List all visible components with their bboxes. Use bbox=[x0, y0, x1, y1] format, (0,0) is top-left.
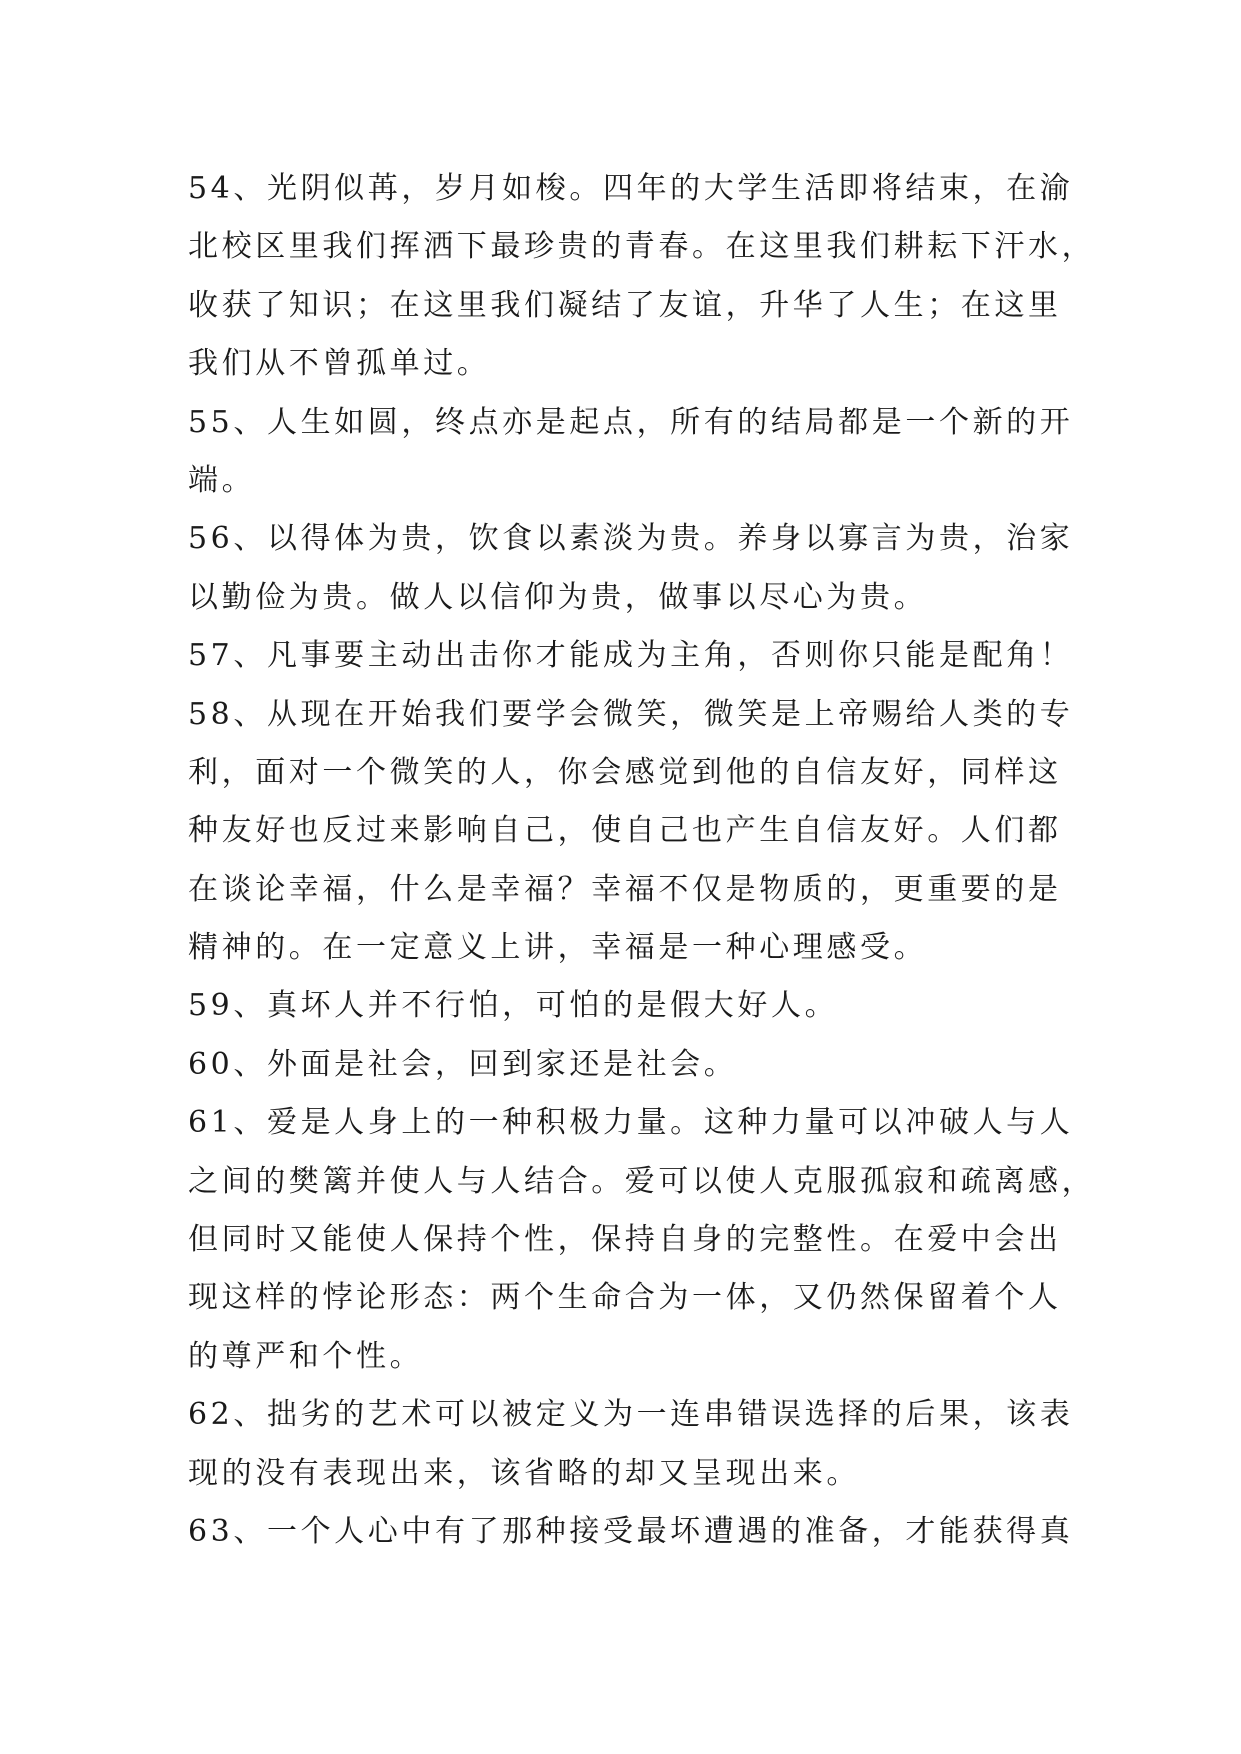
text-line: 61、爱是人身上的一种积极力量。这种力量可以冲破人与人 bbox=[188, 1105, 1074, 1141]
text-line: 以勤俭为贵。做人以信仰为贵，做事以尽心为贵。 bbox=[188, 579, 928, 615]
text-line: 63、一个人心中有了那种接受最坏遭遇的准备，才能获得真 bbox=[188, 1513, 1074, 1549]
text-line: 收获了知识；在这里我们凝结了友谊，升华了人生；在这里 bbox=[188, 287, 1062, 323]
text-line: 之间的樊篱并使人与人结合。爱可以使人克服孤寂和疏离感， bbox=[188, 1163, 1096, 1199]
text-line: 北校区里我们挥洒下最珍贵的青春。在这里我们耕耘下汗水， bbox=[188, 229, 1096, 265]
text-line: 60、外面是社会，回到家还是社会。 bbox=[188, 1046, 738, 1082]
text-line: 62、拙劣的艺术可以被定义为一连串错误选择的后果，该表 bbox=[188, 1397, 1074, 1433]
text-line: 57、凡事要主动出击你才能成为主角，否则你只能是配角！ bbox=[188, 638, 1074, 674]
text-line: 利，面对一个微笑的人，你会感觉到他的自信友好，同样这 bbox=[188, 754, 1062, 790]
text-line: 端。 bbox=[188, 462, 256, 498]
text-line: 精神的。在一定意义上讲，幸福是一种心理感受。 bbox=[188, 930, 928, 966]
text-line: 但同时又能使人保持个性，保持自身的完整性。在爱中会出 bbox=[188, 1222, 1062, 1258]
text-line: 58、从现在开始我们要学会微笑，微笑是上帝赐给人类的专 bbox=[188, 696, 1074, 732]
text-line: 现这样的悖论形态：两个生命合为一体，又仍然保留着个人 bbox=[188, 1280, 1062, 1316]
text-line: 种友好也反过来影响自己，使自己也产生自信友好。人们都 bbox=[188, 813, 1062, 849]
text-line: 在谈论幸福，什么是幸福？幸福不仅是物质的，更重要的是 bbox=[188, 871, 1062, 907]
text-line: 59、真坏人并不行怕，可怕的是假大好人。 bbox=[188, 988, 839, 1024]
text-line: 的尊严和个性。 bbox=[188, 1338, 424, 1374]
text-line: 55、人生如圆，终点亦是起点，所有的结局都是一个新的开 bbox=[188, 404, 1074, 440]
text-line: 54、光阴似苒，岁月如梭。四年的大学生活即将结束，在渝 bbox=[188, 171, 1074, 206]
text-line: 我们从不曾孤单过。 bbox=[188, 346, 491, 382]
text-line: 现的没有表现出来，该省略的却又呈现出来。 bbox=[188, 1455, 860, 1491]
document-page bbox=[188, 160, 1096, 1561]
text-line: 56、以得体为贵，饮食以素淡为贵。养身以寡言为贵，治家 bbox=[188, 521, 1074, 557]
